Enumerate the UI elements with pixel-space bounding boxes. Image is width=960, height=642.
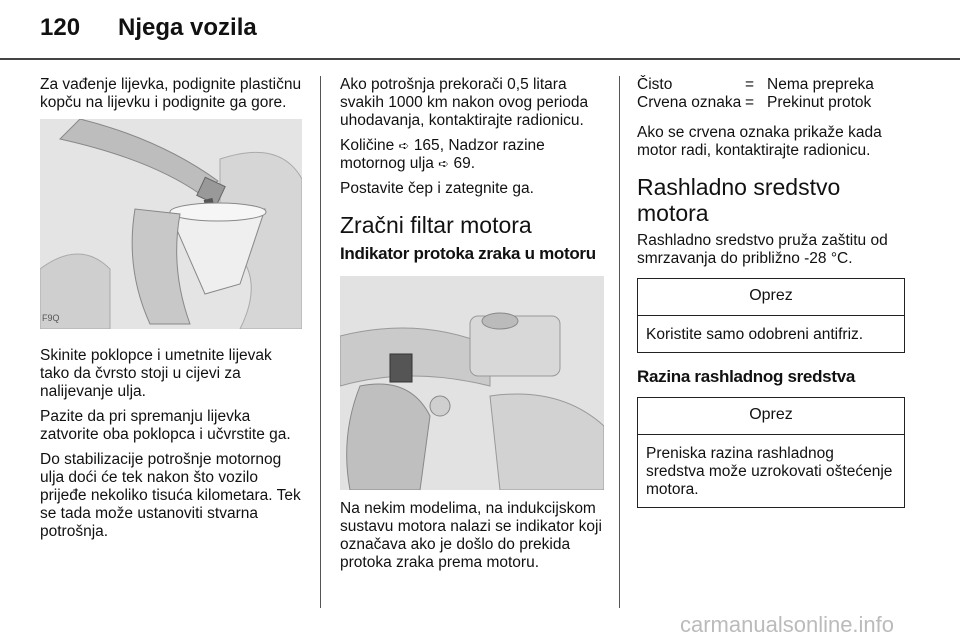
reference-page[interactable]: 69 xyxy=(453,155,471,172)
reference-page[interactable]: 165 xyxy=(413,137,440,154)
funnel-drawing xyxy=(40,119,302,329)
subsection-heading: Razina rashladnog sredstva xyxy=(637,367,855,386)
section-heading: Zračni filtar motora xyxy=(340,212,532,238)
paragraph: Rashladno sredstvo pruža zaštitu od smrzavanja do približno -28 °C. xyxy=(637,232,888,267)
caution-title: Oprez xyxy=(638,398,904,435)
equals-sign: = xyxy=(745,94,755,111)
arrow-icon: ➪ xyxy=(438,156,450,171)
column-separator xyxy=(619,76,620,608)
paragraph: Na nekim modelima, na indukcijskom sustavu motora nalazi se indikator koji označava ako je došlo do prekida protoka zraka prema motoru. xyxy=(340,500,602,571)
indicator-meaning: Nema prepreka xyxy=(767,76,874,93)
caution-title: Oprez xyxy=(638,279,904,316)
arrow-icon: ➪ xyxy=(398,138,410,153)
section-heading: Rashladno sredstvo motora xyxy=(637,174,841,226)
cross-reference: Količine ➪ 165, Nadzor razine motornog ulja ➪ 69. xyxy=(340,137,545,172)
indicator-state: Čisto xyxy=(637,76,673,93)
caution-body: Koristite samo odobreni antifriz. xyxy=(646,326,864,343)
reference-link[interactable]: Količine xyxy=(340,137,395,154)
figure-label: F9Q xyxy=(42,313,60,323)
reference-link[interactable]: Nadzor razine motornog ulja xyxy=(340,137,545,172)
air-filter-illustration xyxy=(340,276,604,490)
column-2 xyxy=(340,76,604,579)
equals-sign: = xyxy=(745,76,755,93)
table-row xyxy=(637,94,905,112)
column-1 xyxy=(40,76,302,548)
paragraph: Ako potrošnja prekorači 0,5 litara svakih 1000 km nakon ovog perioda uhodavanja, kontaktirajte radionicu. xyxy=(340,76,589,129)
column-separator xyxy=(320,76,321,608)
header-rule xyxy=(0,58,960,60)
indicator-state: Crvena oznaka xyxy=(637,94,742,111)
paragraph: Skinite poklopce i umetnite lijevak tako da čvrsto stoji u cijevi za nalijevanje ulja. xyxy=(40,347,272,400)
page-number: 120 xyxy=(40,14,81,41)
caution-box xyxy=(637,397,905,508)
column-3 xyxy=(637,76,905,508)
paragraph: Do stabilizacije potrošnje motornog ulja doći će tek nakon što vozilo prijeđe nekoliko tisuća kilometara. Tek se tada može ustanoviti stvarna potrošnja. xyxy=(40,451,301,540)
indicator-meaning: Prekinut protok xyxy=(767,94,872,111)
caution-body: Preniska razina rashladnog sredstva može uzrokovati oštećenje motora. xyxy=(646,445,893,498)
page-title: Njega vozila xyxy=(118,14,257,41)
paragraph: Ako se crvena oznaka prikaže kada motor radi, kontaktirajte radionicu. xyxy=(637,124,882,159)
subsection-heading: Indikator protoka zraka u motoru xyxy=(340,244,596,263)
paragraph: Za vađenje lijevka, podignite plastičnu kopču na lijevku i podignite ga gore. xyxy=(40,76,302,111)
paragraph: Pazite da pri spremanju lijevka zatvorite oba poklopca i učvrstite ga. xyxy=(40,408,291,443)
engine-bay-drawing xyxy=(340,276,604,490)
funnel-illustration xyxy=(40,119,302,329)
caution-box xyxy=(637,278,905,353)
watermark: carmanualsonline.info xyxy=(680,612,895,637)
table-row xyxy=(637,76,905,94)
paragraph: Postavite čep i zategnite ga. xyxy=(340,180,534,197)
